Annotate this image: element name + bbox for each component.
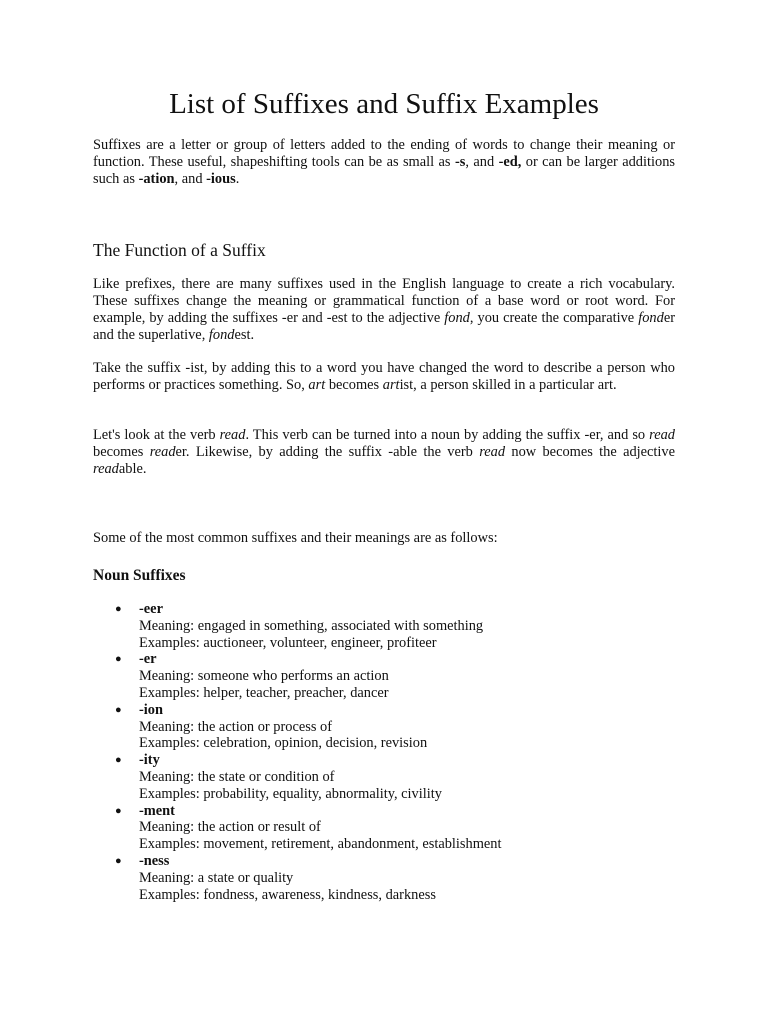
list-item [93,702,675,752]
italic-word: read [149,444,176,460]
paragraph-text: ist, a person skilled in a particular art. [399,377,617,393]
intro-text: or can be larger additions such as [93,154,675,187]
intro-text: , and [465,154,499,170]
suffix-name: -eer [139,601,163,617]
suffix-meaning: Meaning: someone who performs an action [139,668,389,685]
italic-word: art [382,377,400,393]
list-item [93,853,675,903]
page-title: List of Suffixes and Suffix Examples [169,88,599,120]
paragraph-text: becomes [93,444,150,460]
noun-suffix-list [93,601,675,903]
italic-word: fond [444,310,470,326]
intro-text: Suffixes are a letter or group of letters added to the ending of words to change their meaning or function. These useful, shapeshifting tools can be as small as [93,137,675,170]
suffix-name: -ity [139,752,160,769]
bullet-icon: ● [115,754,122,767]
noun-suffixes-heading: Noun Suffixes [93,567,186,584]
bullet-icon: ● [115,854,122,867]
paragraph-ist [93,360,675,394]
suffix-name: -ment [139,802,175,819]
italic-word: read [479,444,506,460]
suffix-s-example: -s [454,154,466,170]
paragraph-text: able. [118,461,147,477]
italic-word: fond [638,310,664,326]
paragraph-text: becomes [325,377,383,393]
suffix-meaning: Meaning: the action or process of [139,718,333,735]
paragraph-text: er. Likewise, by adding the suffix -able the verb [175,444,480,460]
suffix-ation-example: -ation [138,171,175,187]
italic-word: fond [208,327,235,343]
paragraph-text: now becomes the adjective [505,444,675,460]
bullet-icon: ● [115,603,122,615]
italic-word: read [219,427,246,443]
list-item [93,651,675,701]
section-heading: The Function of a Suffix [93,240,266,260]
suffix-name: -ion [139,701,163,718]
paragraph-text: Take the suffix -ist, by adding this to a word you have changed the word to describe a person who performs or practices something. So, [93,360,675,393]
suffix-examples: Examples: movement, retirement, abandonment, establishment [139,836,502,853]
intro-paragraph [93,137,675,188]
italic-word: art [308,377,326,393]
paragraph-read [93,427,675,478]
suffix-examples: Examples: fondness, awareness, kindness, darkness [139,886,436,903]
common-suffixes-intro: Some of the most common suffixes and their meanings are as follows: [93,530,498,546]
suffix-examples: Examples: auctioneer, volunteer, engineer, profiteer [139,634,437,651]
list-item [93,601,675,651]
paragraph-text: est. [234,327,255,343]
suffix-name: -er [139,651,157,668]
paragraph-text: Let's look at the verb [93,427,220,443]
paragraph-text: Like prefixes, there are many suffixes used in the English language to create a rich vocabulary. These suffixes change the meaning or grammatical function of a base word or root word. For example, by adding the suffixes -er and -est to the adjective [93,276,675,326]
suffix-examples: Examples: helper, teacher, preacher, dancer [139,684,389,701]
suffix-meaning: Meaning: the action or result of [139,819,321,836]
suffix-ed-example: -ed, [498,154,522,170]
suffix-ious-example: -ious [206,171,236,187]
paragraph-text: , you create the comparative [469,310,639,326]
bullet-icon: ● [115,804,122,817]
paragraph-fond [93,276,675,344]
paragraph-text: . This verb can be turned into a noun by adding the suffix -er, and so [245,427,650,443]
bullet-icon: ● [115,703,122,716]
suffix-examples: Examples: probability, equality, abnormality, civility [139,785,442,802]
suffix-meaning: Meaning: a state or quality [139,869,294,886]
italic-word: read [649,427,675,443]
italic-word: read [93,461,119,477]
list-item [93,752,675,802]
suffix-meaning: Meaning: engaged in something, associated with something [139,617,484,634]
paragraph-text: er and the superlative, [93,310,675,343]
bullet-icon: ● [115,653,122,666]
suffix-meaning: Meaning: the state or condition of [139,768,335,785]
suffix-examples: Examples: celebration, opinion, decision, revision [139,735,428,752]
intro-text: , and [174,171,207,187]
suffix-name: -ness [139,852,170,869]
intro-text: . [235,171,240,187]
list-item [93,803,675,853]
